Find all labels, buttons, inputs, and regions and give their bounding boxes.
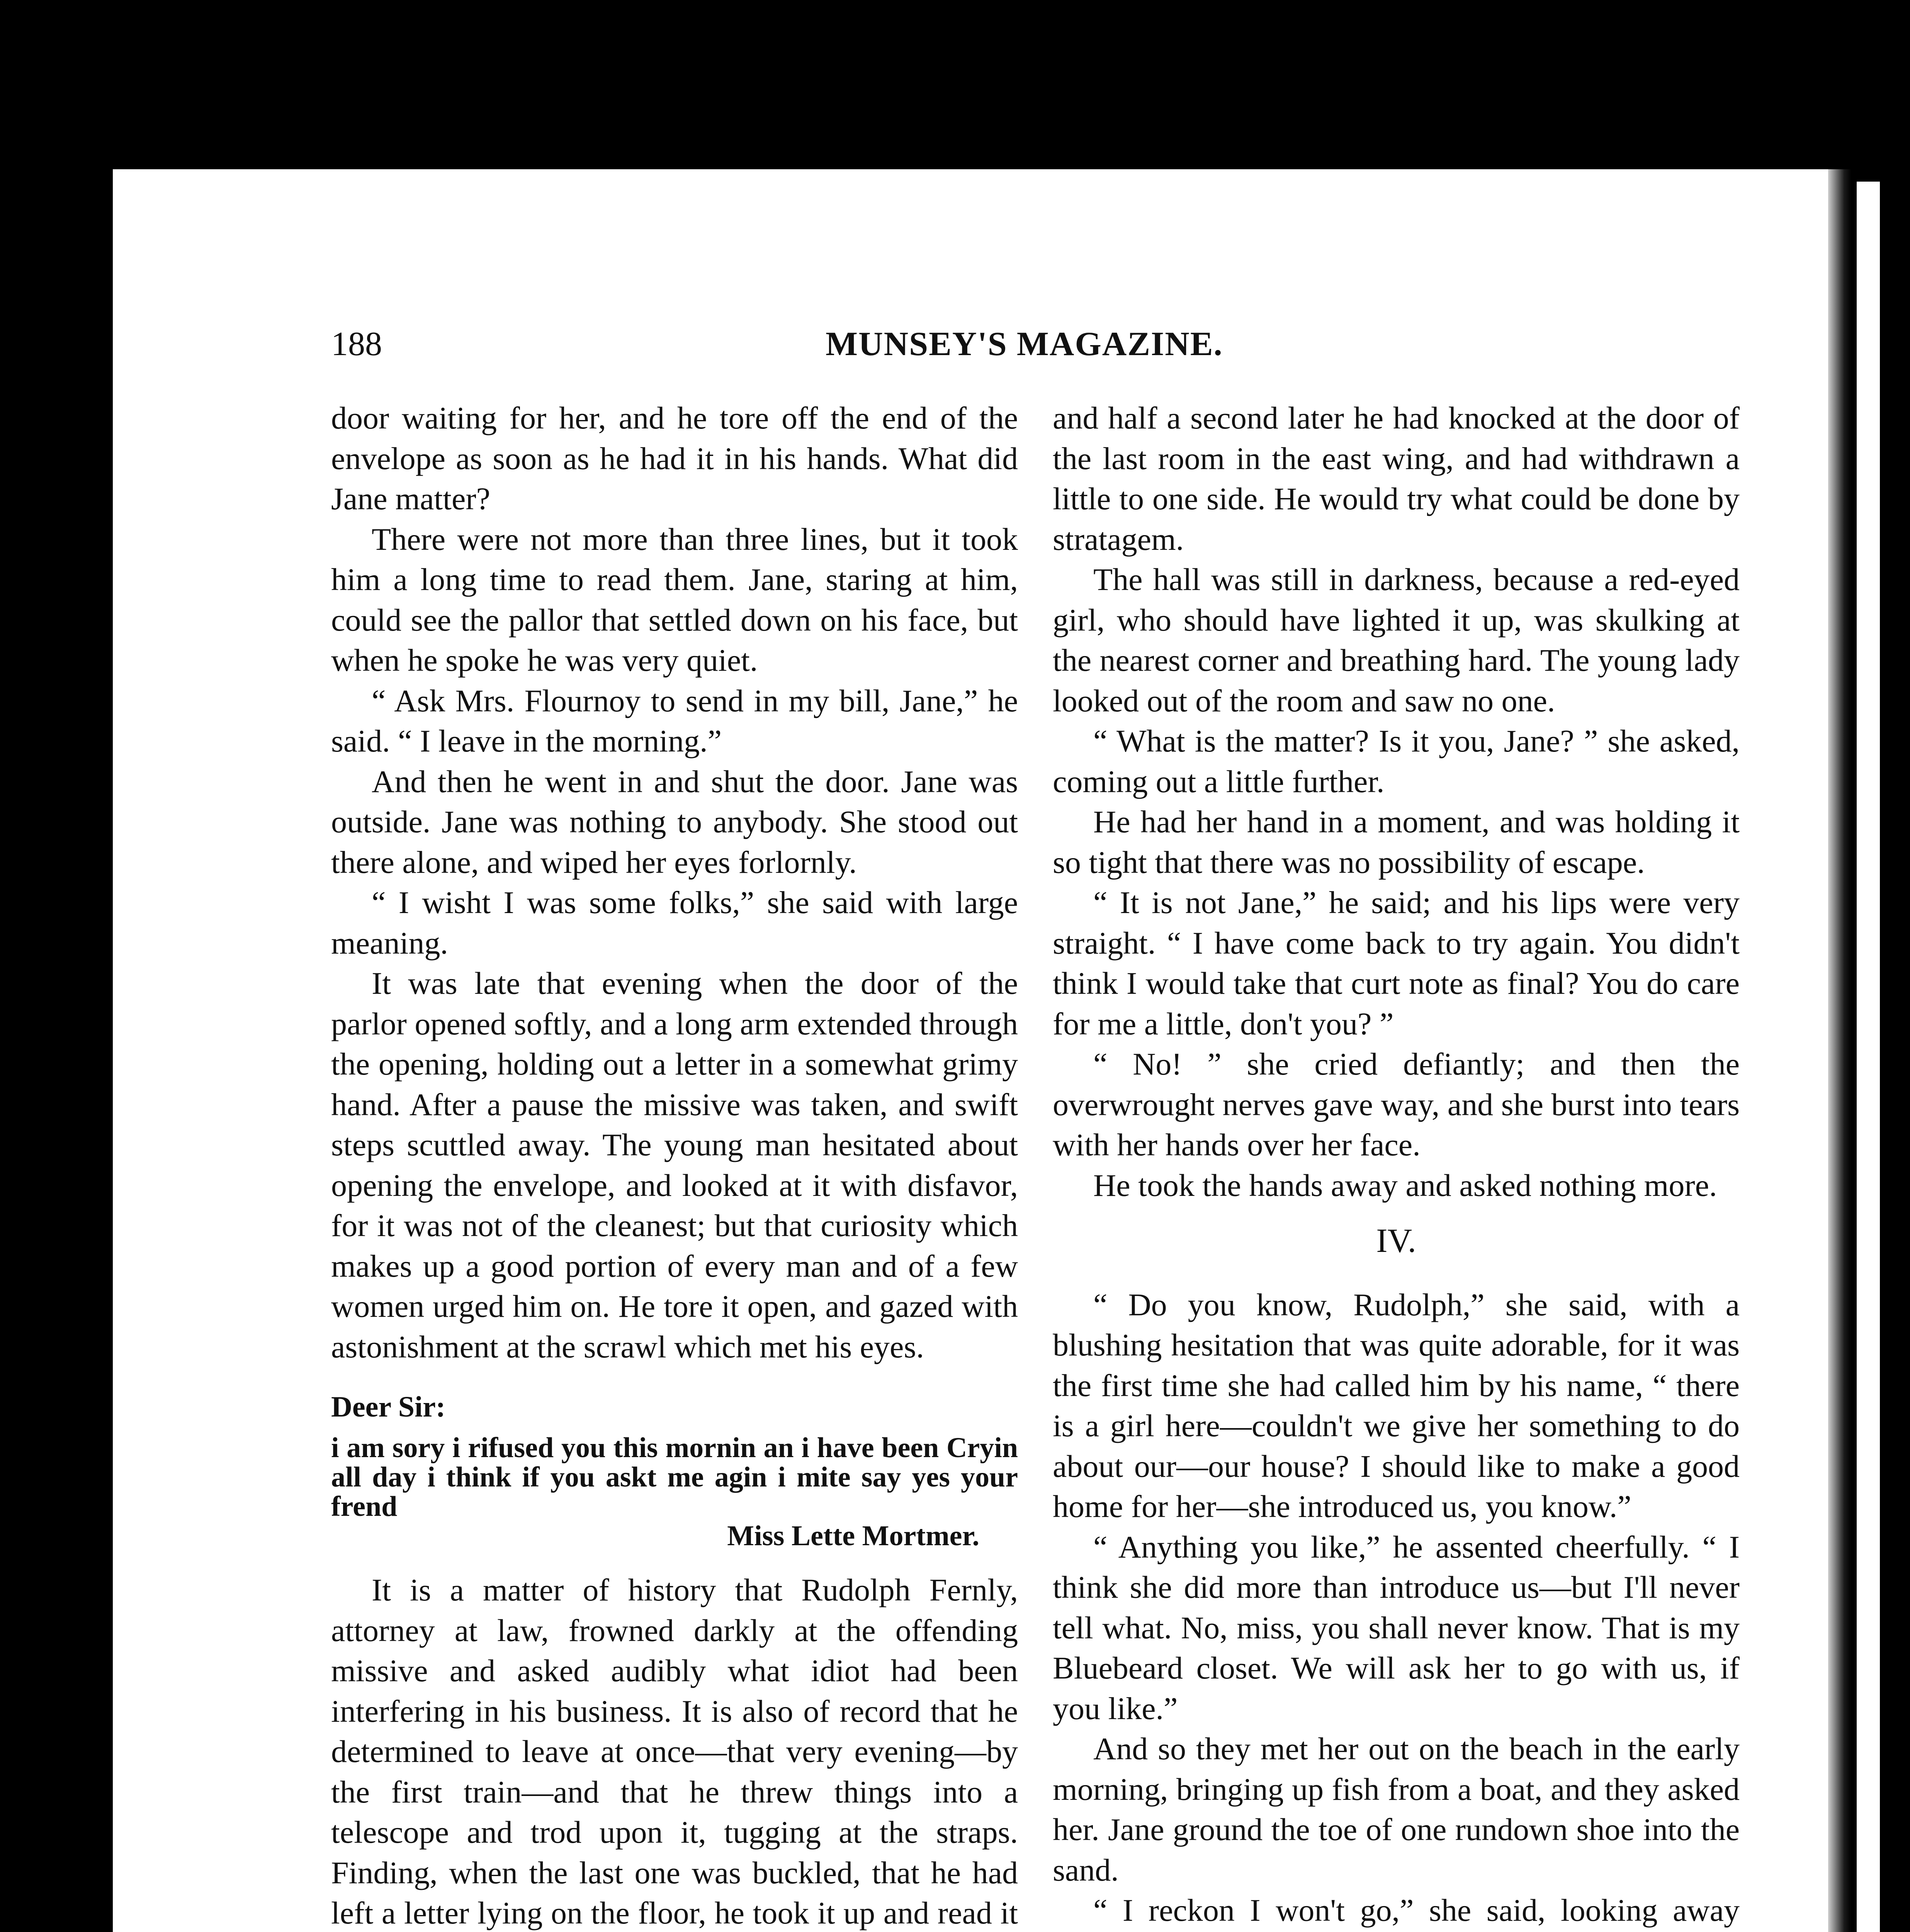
paragraph: He took the hands away and asked nothing more. xyxy=(1093,1167,1717,1203)
paragraph: “ No! ” she cried defiantly; and then the overwrought nerves gave way, and she burst into tears with her hands over her face. xyxy=(1053,1046,1740,1162)
paragraph: “ I reckon I won't go,” she said, looking away xyxy=(1093,1893,1740,1928)
letter-signature: Miss Lette Mortmer. xyxy=(727,1520,979,1552)
letter-salutation: Deer Sir: xyxy=(331,1391,446,1423)
paragraph: “ What is the matter? Is it you, Jane? ” she asked, coming out a little further. xyxy=(1053,723,1740,799)
paragraph: And then he went in and shut the door. Jane was outside. Jane was nothing to anybody. She stood out there alone, and wiped her eyes forlornly. xyxy=(331,764,1018,880)
right-column xyxy=(1053,398,1740,1932)
paragraph: “ I wisht I was some folks,” she said with large meaning. xyxy=(331,885,1018,961)
page-header xyxy=(331,317,1621,379)
letter-body: i am sory i rifused you this mornin an i have been Cryin all day i think if you askt me agin i mite say yes your frend xyxy=(331,1432,1018,1522)
paragraph: “ Do you know, Rudolph,” she said, with a blushing hesitation that was quite adorable, for it was the first time she had called him by his name, “ there is a girl here—couldn't we give her something to do about our—our house? I should like to make a good home for her—she introduced us, you know.” xyxy=(1053,1287,1740,1524)
page-number: 188 xyxy=(331,325,382,363)
paragraph: “ Anything you like,” he assented cheerfully. “ I think she did more than introduce us—but I'll never tell what. No, miss, you shall never know. That is my Bluebeard closet. We will ask her to go with us, if you like.” xyxy=(1053,1529,1740,1726)
paragraph: The hall was still in darkness, because a red-eyed girl, who should have lighted it up, was skulking at the nearest corner and breathing hard. The young lady looked out of the room and saw no one. xyxy=(1053,562,1740,718)
paragraph: and half a second later he had knocked at the door of the last room in the east wing, and had withdrawn a little to one side. He would try what could be done by stratagem. xyxy=(1053,400,1740,557)
paragraph: “ Ask Mrs. Flournoy to send in my bill, Jane,” he said. “ I leave in the morning.” xyxy=(331,683,1018,759)
paragraph: He had her hand in a moment, and was holding it so tight that there was no possibility of escape. xyxy=(1053,804,1740,880)
facing-page-edge xyxy=(1857,182,1880,1932)
paragraph: It was late that evening when the door of the parlor opened softly, and a long arm extended through the opening, holding out a letter in a somewhat grimy hand. After a pause the missive was taken, and swift steps scuttled away. The young man hesitated about opening the envelope, and looked at it with disfavor, for it was not of the cleanest; but that curiosity which makes up a good portion of every man and of a few women urged him on. He tore it open, and gazed with astonishment at the scrawl which met his eyes. xyxy=(331,966,1018,1364)
paragraph: It is a matter of history that Rudolph Fernly, attorney at law, frowned darkly at the offending missive and asked audibly what idiot had been interfering in his business. It is also of record that he determined to leave at once—that very evening—by the first train—and that he threw things into a telescope and trod upon it, tugging at the straps. Finding, when the last one was buckled, that he had left a letter lying on the floor, he took it up and read it xyxy=(331,1572,1018,1930)
paragraph: There were not more than three lines, but it took him a long time to read them. Jane, staring at him, could see the pallor that settled down on his face, but when he spoke he was very quiet. xyxy=(331,521,1018,678)
paragraph: “ It is not Jane,” he said; and his lips were very straight. “ I have come back to try again. You didn't think I would take that curt note as final? You do care for me a little, don't you? ” xyxy=(1053,885,1740,1041)
embedded-letter xyxy=(331,1392,1018,1551)
paragraph: And so they met her out on the beach in the early morning, bringing up fish from a boat, and they asked her. Jane ground the toe of one rundown shoe into the sand. xyxy=(1053,1731,1740,1888)
running-title: MUNSEY'S MAGAZINE. xyxy=(826,325,1223,363)
paragraph: door waiting for her, and he tore off the end of the envelope as soon as he had it in his hands. What did Jane matter? xyxy=(331,400,1018,516)
section-heading: IV. xyxy=(1376,1222,1416,1260)
left-column xyxy=(331,398,1018,1932)
page-edge-shadow xyxy=(1828,169,1851,1932)
